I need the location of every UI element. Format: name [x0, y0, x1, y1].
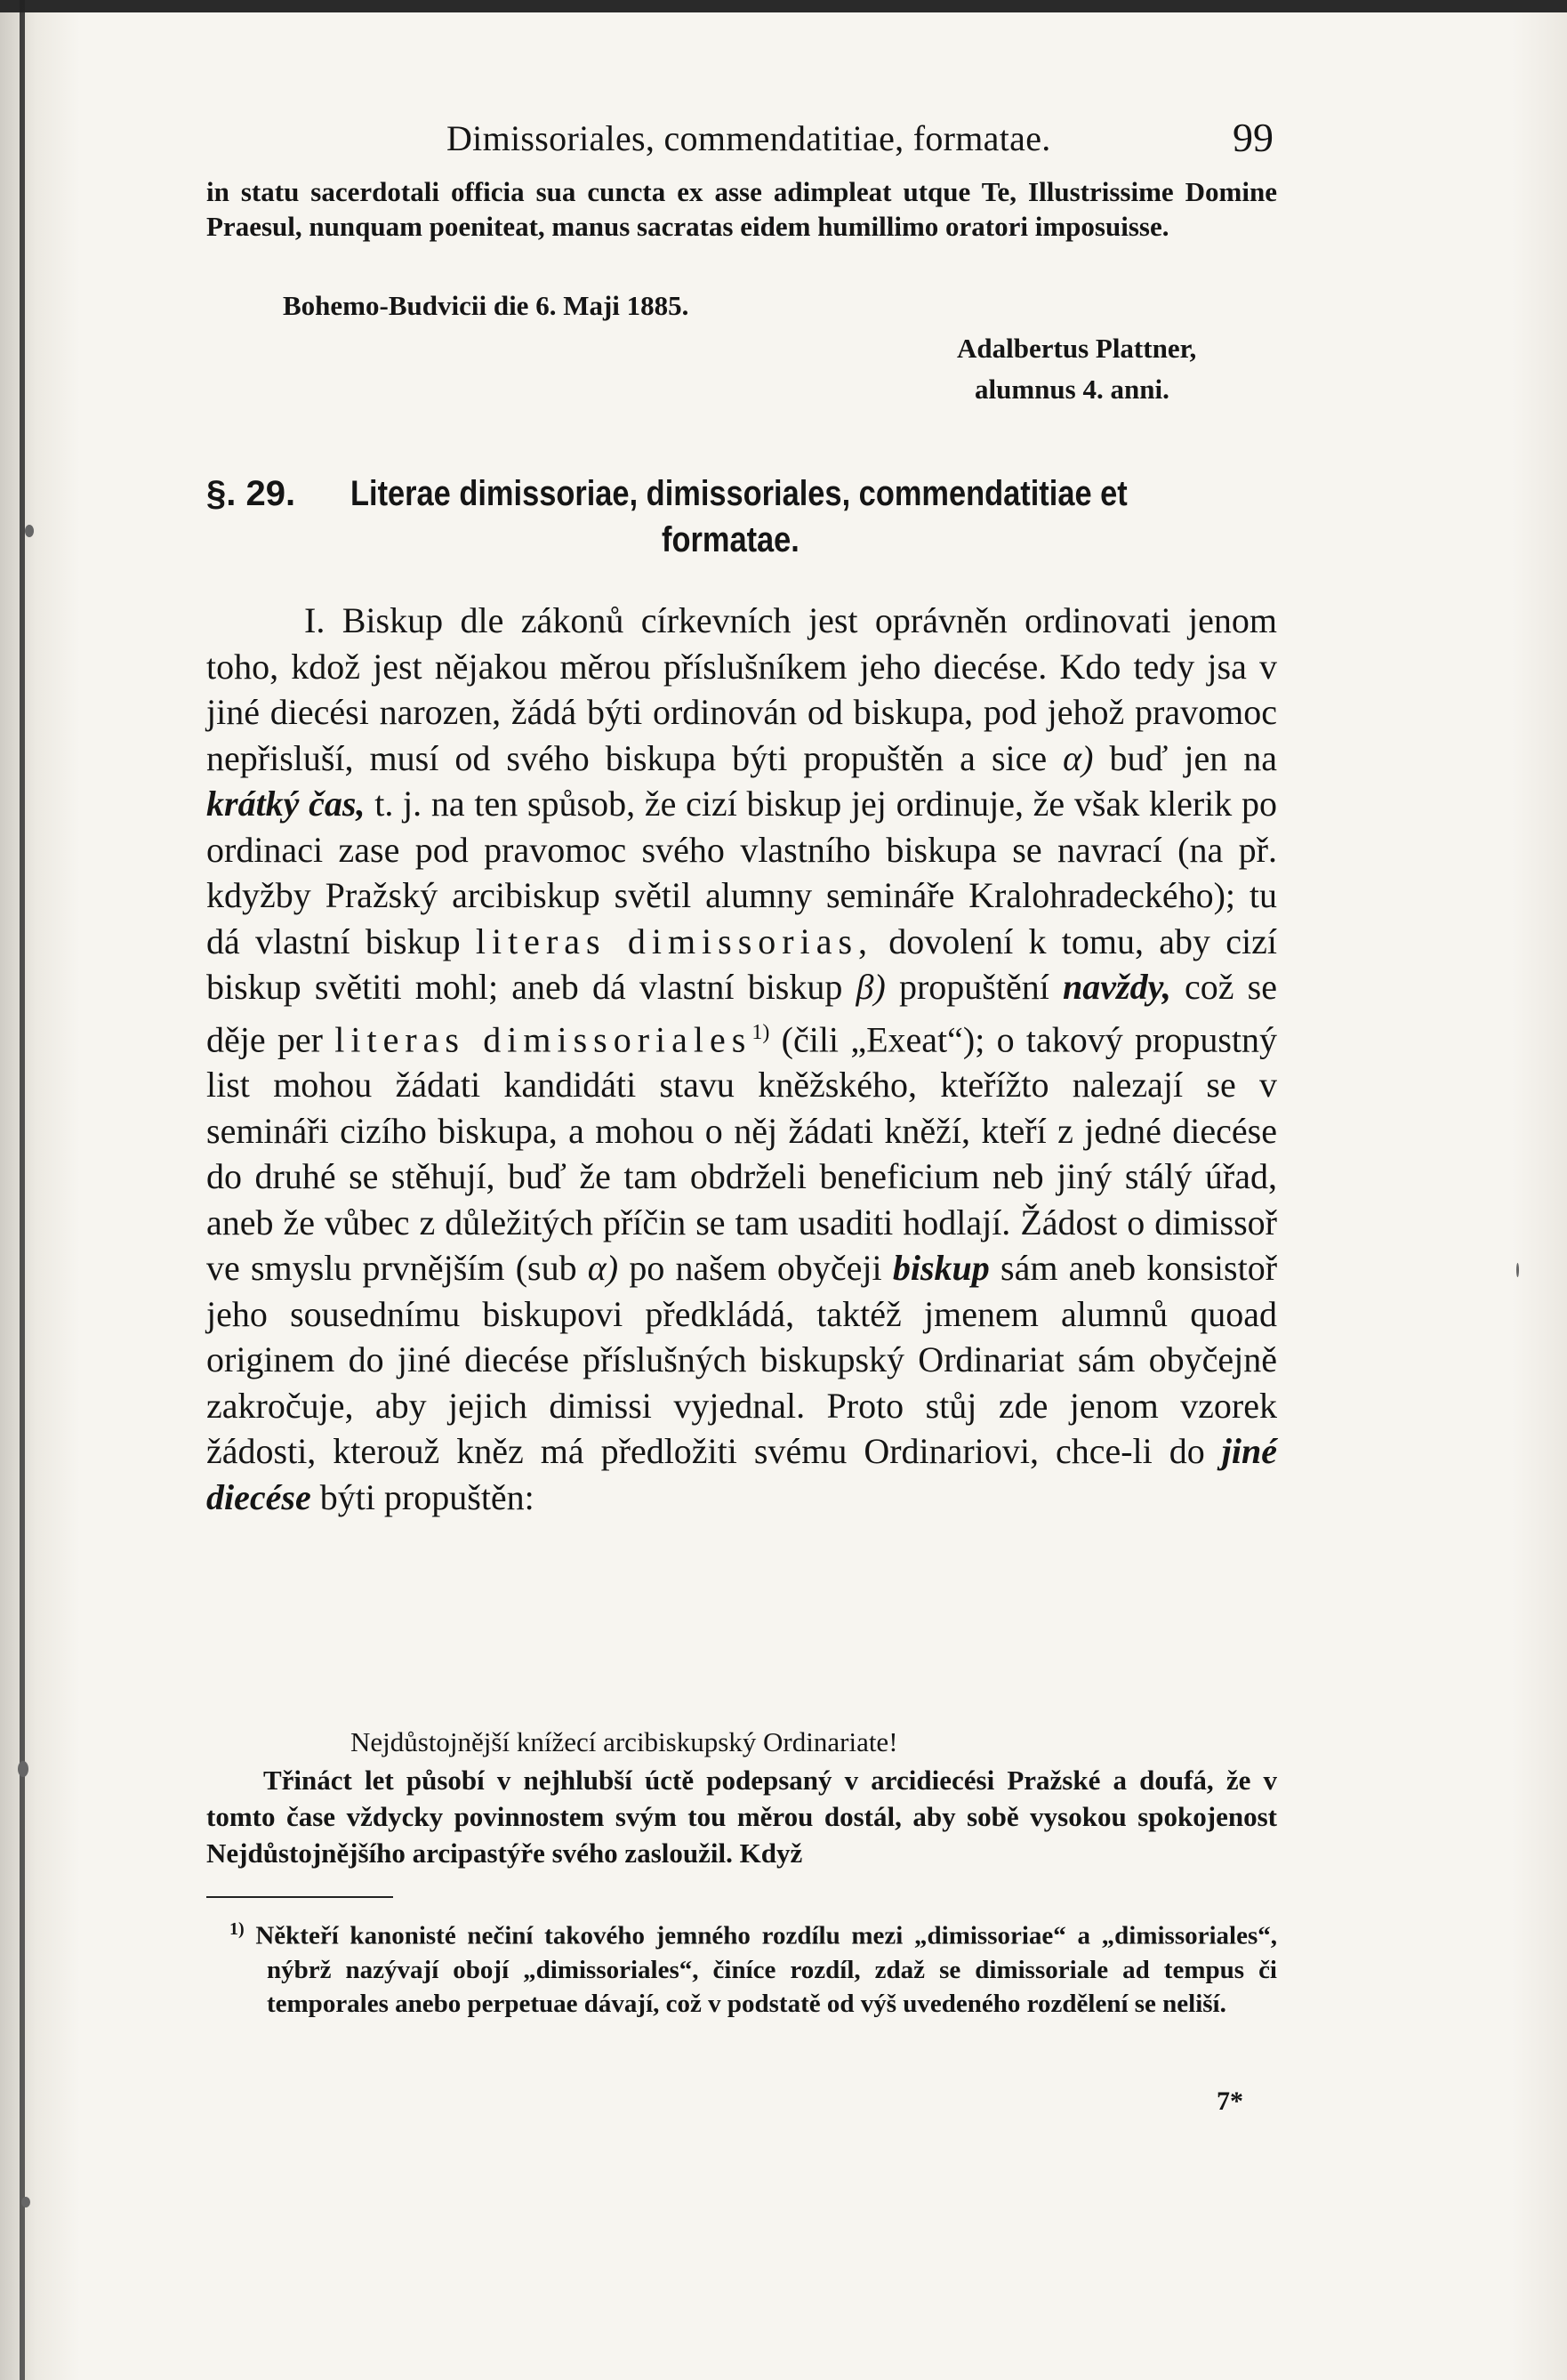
footnote-reference: 1) [751, 1020, 770, 1044]
running-header [206, 114, 1274, 167]
main-body [206, 598, 1277, 1520]
body-alpha: α) [1063, 737, 1094, 778]
scan-speck [1516, 1263, 1519, 1277]
page-binding-edge [20, 0, 25, 2380]
intro-text: in statu sacerdotali officia sua cuncta ex asse adimpleat utque Te, Illustrissime Domine Praesul, nunquam poeniteat, manus sacratas eidem humillimo oratori imposuisse. [206, 176, 1277, 242]
section-title-line1: Literae dimissoriae, dimissoriales, commendatitiae et [350, 474, 1128, 513]
body-spaced-term: literas dimissorias, [475, 921, 874, 961]
scan-speck [18, 1761, 28, 1777]
body-spaced-term: literas dimissoriales [334, 1018, 752, 1059]
letter-salutation: Nejdůstojnější knížecí arcibiskupský Ordinariate! [350, 1726, 898, 1757]
body-text-run: propuštění [885, 967, 1063, 1007]
body-paragraph [206, 598, 1277, 1520]
body-text-run: býti propuštěn: [310, 1476, 534, 1517]
body-text-run: (čili „Exeat“); o takový propustný list mohou žádati kandidáti stavu kněžského, kteřížto nalezají se v semináři cizího biskupa, a mohou o něj žádati kněží, kteří z jedné diecése do druhé se stěhují, buď že tam obdrželi beneficium neb jiný stálý úřad, aneb že vůbec z důležitých příčin se tam usaditi hodlají. Žádost o dimissoř ve smyslu prvnějším (sub [206, 1018, 1278, 1289]
body-text-run: buď jen na [1093, 737, 1278, 778]
section-number: §. 29. [206, 474, 296, 513]
letter-text: Třináct let působí v nejhlubší úctě podepsaný v arcidiecési Pražské a doufá, že v tomto čase vždycky povinnostem svým tou měrou dostál, aby sobě vysokou spokojenost Nejdůstojnějšího arcipastýře svého zasloužil. Když [206, 1765, 1277, 1869]
body-text-run: I. Biskup dle zákonů církevních jest oprávněn ordinovati jenom toho, kdož jest nějakou měrou příslušníkem jeho diecése. Kdo tedy jsa v jiné diecési narozen, žádá býti ordinován od biskupa, pod jehož pravomoc nepřisluší, musí od svého biskupa býti propuštěn a sice [206, 600, 1277, 778]
scan-speck [25, 525, 34, 537]
footnote-paragraph [229, 1912, 1278, 2021]
header-title: Dimissoriales, commendatitiae, formatae. [446, 118, 1051, 158]
body-emphasis: navždy, [1063, 967, 1171, 1007]
footnote-marker: 1) [229, 1919, 245, 1939]
scan-speck [21, 2197, 30, 2207]
body-text-run: dovolení k tomu, aby cizí biskup světiti mohl; aneb dá vlastní biskup [206, 921, 1277, 1007]
body-beta: β) [856, 967, 886, 1007]
intro-paragraph [206, 174, 1277, 244]
footnote [229, 1912, 1278, 2021]
sample-letter [206, 1724, 1277, 1871]
body-text-run: sám aneb konsistoř jeho sousednímu biskupovi předkládá, taktéž jmenem alumnů quoad originem do jiné diecése příslušných biskupský Ordinariat sám obyčejně zakročuje, aby jejich dimissi vyjednal. Proto stůj zde jenom vzorek žádosti, kterouž kněz má předložiti svému Ordinariovi, chce-li do [206, 1248, 1278, 1472]
page-number: 99 [1233, 115, 1274, 160]
body-alpha: α) [587, 1248, 619, 1289]
printer-signature-mark: 7* [1217, 2087, 1243, 2116]
body-text-run: po našem obyčeji [618, 1248, 893, 1289]
body-emphasis: jiné diecése [206, 1431, 1277, 1517]
scan-top-edge [0, 0, 1567, 12]
letter-date: Bohemo-Budvicii die 6. Maji 1885. [283, 290, 689, 321]
footnote-divider [206, 1896, 393, 1898]
body-text-run: t. j. na ten spůsob, že cizí biskup jej ordinuje, že však klerik po ordinaci zase pod pravomoc svého vlastního biskupa se navrací (na př. kdyžby Pražský arcibiskup světil alumny semináře Kralohradeckého); tu dá vlastní biskup [206, 784, 1277, 961]
signature-name: Adalbertus Plattner, [957, 333, 1197, 364]
body-text-run: což se děje per [206, 967, 1277, 1059]
body-emphasis: krátký čas, [206, 784, 366, 824]
footnote-text: Někteří kanonisté nečiní takového jemného rozdílu mezi „dimissoriae“ a „dimissoriales“, nýbrž nazývají obojí „dimissoriales“, činíce rozdíl, zdaž se dimissoriale ad tempus či temporales anebo perpetuae dávají, což v podstatě od výš uvedeného rozdělení se neliší. [255, 1921, 1278, 2018]
body-emphasis: biskup [892, 1248, 990, 1289]
section-title-line2: formatae. [662, 520, 800, 559]
signature-role: alumnus 4. anni. [975, 374, 1169, 405]
